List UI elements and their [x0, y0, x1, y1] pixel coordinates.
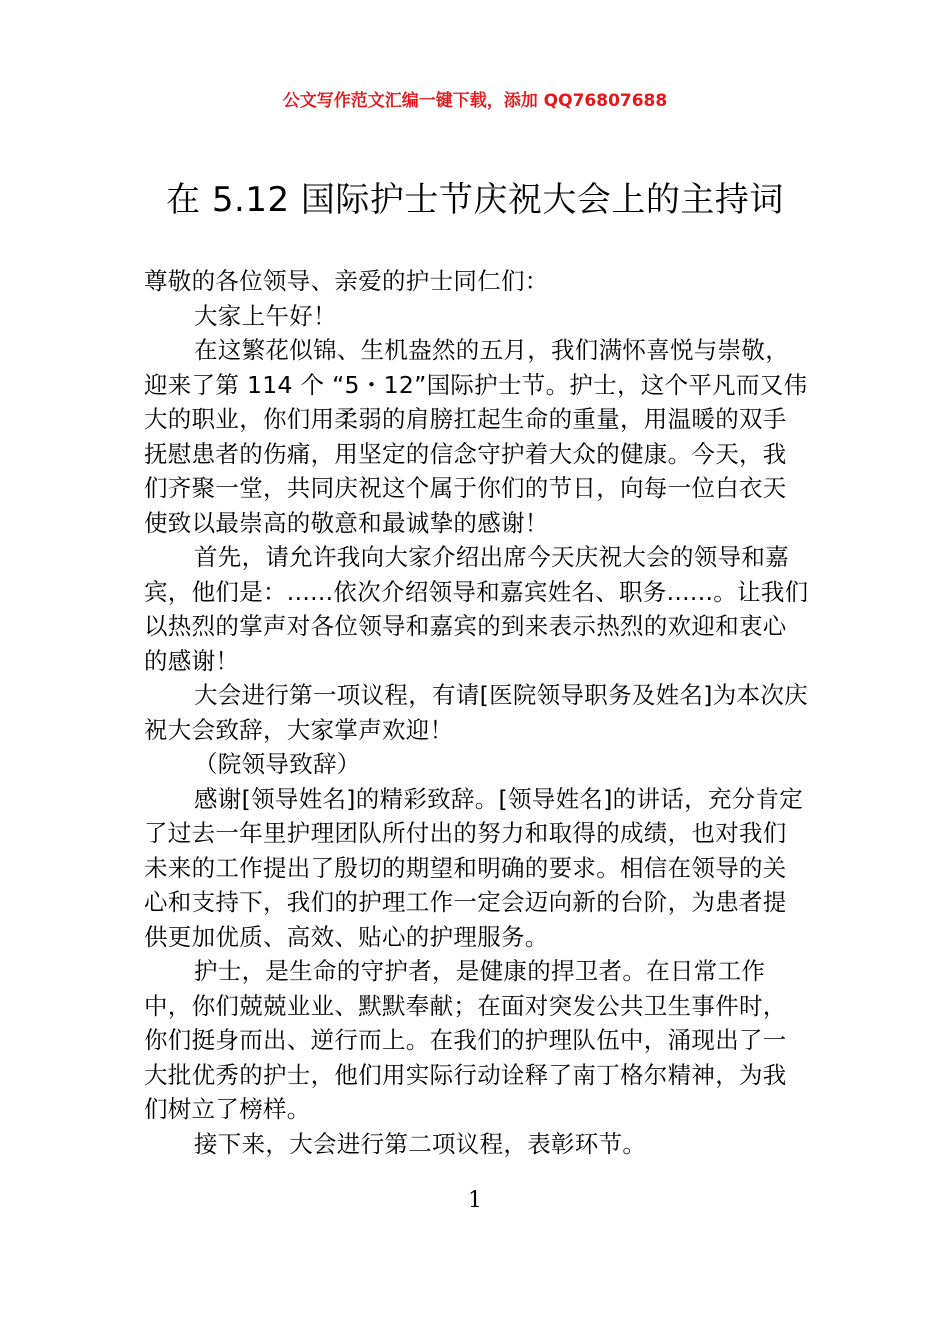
tribute-paragraph: 护士，是生命的守护者，是健康的捍卫者。在日常工作中，你们兢兢业业、默默奉献；在面对突发公共卫生事件时，你们挺身而出、逆行而上。在我们的护理队伍中，涌现出了一大批优秀的护士，他们用实际行动诠释了南丁格尔精神，为我们树立了榜样。: [144, 957, 787, 1123]
thanks-paragraph: 感谢[领导姓名]的精彩致辞。[领导姓名]的讲话，充分肯定了过去一年里护理团队所付出的努力和取得的成绩，也对我们未来的工作提出了殷切的期望和明确的要求。相信在领导的关心和支持下，我们的护理工作一定会迈向新的台阶，为患者提供更加优质、高效、贴心的护理服务。: [144, 784, 804, 951]
document-body: [144, 264, 810, 1161]
document-title: 在 5.12 国际护士节庆祝大会上的主持词: [166, 180, 784, 220]
greeting-paragraph: 大家上午好！: [194, 301, 337, 330]
download-banner: 公文写作范文汇编一键下载，添加 QQ76807688: [282, 91, 668, 111]
agenda-one-paragraph: 大会进行第一项议程，有请[医院领导职务及姓名]为本次庆祝大会致辞，大家掌声欢迎！: [144, 681, 808, 744]
agenda-two-paragraph: 接下来，大会进行第二项议程，表彰环节。: [194, 1129, 647, 1158]
page-number: 1: [468, 1188, 482, 1213]
stage-direction: （院领导致辞）: [194, 750, 361, 778]
opening-paragraph: 在这繁花似锦、生机盎然的五月，我们满怀喜悦与崇敬，迎来了第 114 个 “5・12”国际护士节。护士，这个平凡而又伟大的职业，你们用柔弱的肩膀扛起生命的重量，用温暖的双手抚慰患者的伤痛，用坚定的信念守护着大众的健康。今天，我们齐聚一堂，共同庆祝这个属于你们的节日，向每一位白衣天使致以最崇高的敬意和最诚挚的感谢！: [144, 336, 808, 537]
introduction-paragraph: 首先，请允许我向大家介绍出席今天庆祝大会的领导和嘉宾，他们是：......依次介绍领导和嘉宾姓名、职务......。让我们以热烈的掌声对各位领导和嘉宾的到来表示热烈的欢迎和衷心的感谢！: [144, 543, 809, 675]
salutation: 尊敬的各位领导、亲爱的护士同仁们：: [144, 267, 549, 295]
